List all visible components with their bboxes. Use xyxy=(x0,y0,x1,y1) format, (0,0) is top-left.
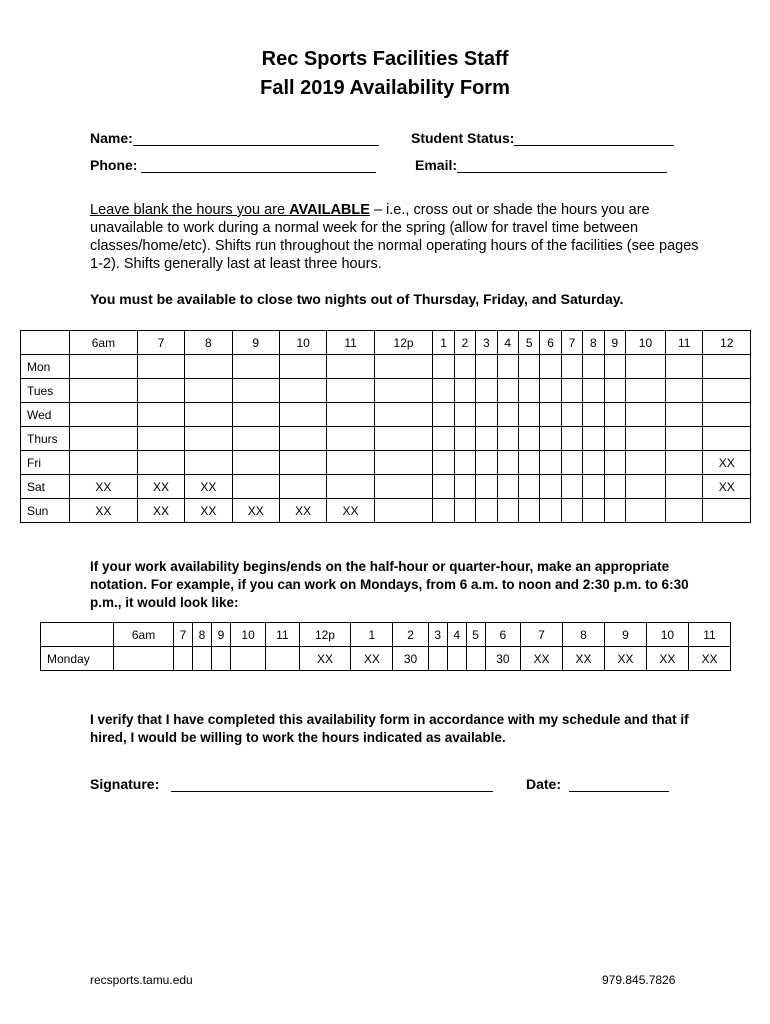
availability-cell[interactable] xyxy=(476,475,497,499)
phone-field[interactable] xyxy=(90,157,376,173)
availability-cell[interactable] xyxy=(665,451,703,475)
hour-header-cell: 10 xyxy=(279,331,326,355)
availability-cell[interactable] xyxy=(374,355,433,379)
availability-cell[interactable] xyxy=(625,403,665,427)
availability-cell[interactable] xyxy=(703,427,751,451)
availability-cell[interactable] xyxy=(497,355,518,379)
availability-cell[interactable]: XX xyxy=(703,475,751,499)
availability-cell[interactable] xyxy=(540,499,561,523)
availability-cell[interactable] xyxy=(185,451,232,475)
signature-line xyxy=(171,777,493,792)
hour-header-cell: 12 xyxy=(703,331,751,355)
availability-cell[interactable] xyxy=(454,451,475,475)
availability-cell[interactable] xyxy=(540,475,561,499)
availability-cell[interactable]: XX xyxy=(279,499,326,523)
name-line xyxy=(133,131,379,146)
date-label: Date: xyxy=(526,776,562,792)
availability-cell[interactable] xyxy=(604,451,625,475)
availability-cell[interactable] xyxy=(540,403,561,427)
availability-cell[interactable] xyxy=(561,499,582,523)
availability-cell[interactable] xyxy=(454,379,475,403)
table-row xyxy=(21,403,751,427)
availability-cell[interactable]: XX xyxy=(232,499,279,523)
example-hour-cell: 7 xyxy=(174,623,193,647)
example-cell xyxy=(114,647,174,671)
availability-cell[interactable] xyxy=(232,427,279,451)
example-hour-cell: 6 xyxy=(485,623,520,647)
availability-cell[interactable] xyxy=(604,427,625,451)
availability-cell[interactable] xyxy=(518,451,539,475)
availability-cell[interactable] xyxy=(70,403,138,427)
availability-cell[interactable] xyxy=(374,475,433,499)
availability-cell[interactable] xyxy=(625,451,665,475)
availability-cell[interactable] xyxy=(137,355,184,379)
availability-cell[interactable] xyxy=(583,475,604,499)
example-cell: XX xyxy=(646,647,688,671)
hour-header-cell: 11 xyxy=(327,331,374,355)
availability-cell[interactable] xyxy=(454,475,475,499)
availability-cell[interactable] xyxy=(232,355,279,379)
hour-header-cell: 4 xyxy=(497,331,518,355)
availability-cell[interactable] xyxy=(476,379,497,403)
availability-cell[interactable] xyxy=(518,475,539,499)
form-subtitle: Fall 2019 Availability Form xyxy=(260,77,510,99)
availability-cell[interactable] xyxy=(476,427,497,451)
availability-cell[interactable] xyxy=(561,403,582,427)
example-hour-cell: 4 xyxy=(447,623,466,647)
availability-cell[interactable] xyxy=(604,475,625,499)
availability-cell[interactable] xyxy=(476,355,497,379)
table-row xyxy=(21,475,751,499)
example-cell xyxy=(447,647,466,671)
availability-cell[interactable] xyxy=(70,379,138,403)
form-title: Rec Sports Facilities Staff xyxy=(261,48,509,70)
availability-cell[interactable]: XX xyxy=(137,499,184,523)
availability-cell[interactable] xyxy=(583,427,604,451)
day-label-cell: Sun xyxy=(21,499,70,523)
closing-requirement: You must be available to close two nights out of Thursday, Friday, and Saturday. xyxy=(90,291,624,307)
hour-header-cell: 7 xyxy=(561,331,582,355)
email-field[interactable] xyxy=(415,157,667,173)
half-hour-note: If your work availability begins/ends on the half-hour or quarter-hour, make an appropriate notation. For example, if you can work on Mondays, from 6 a.m. to noon and 2:30 p.m. to 6:30 p.m., it would look like: xyxy=(90,559,689,610)
example-cell xyxy=(428,647,447,671)
example-day-cell: Monday xyxy=(41,647,114,671)
hour-header-cell: 9 xyxy=(604,331,625,355)
signature-label: Signature: xyxy=(90,776,160,792)
day-label-cell: Mon xyxy=(21,355,70,379)
availability-cell[interactable] xyxy=(374,499,433,523)
availability-cell[interactable] xyxy=(454,355,475,379)
example-hour-cell: 2 xyxy=(393,623,428,647)
availability-cell[interactable]: XX xyxy=(70,475,138,499)
availability-cell[interactable] xyxy=(476,451,497,475)
availability-cell[interactable] xyxy=(374,427,433,451)
hour-header-cell: 12p xyxy=(374,331,433,355)
example-cell xyxy=(211,647,230,671)
availability-cell[interactable] xyxy=(327,403,374,427)
hour-header-cell: 9 xyxy=(232,331,279,355)
availability-cell[interactable]: XX xyxy=(137,475,184,499)
availability-cell[interactable] xyxy=(604,355,625,379)
availability-cell[interactable] xyxy=(433,427,454,451)
example-row xyxy=(41,647,731,671)
example-cell: XX xyxy=(299,647,351,671)
example-hour-cell: 6am xyxy=(114,623,174,647)
day-label-cell: Tues xyxy=(21,379,70,403)
availability-cell[interactable] xyxy=(454,499,475,523)
availability-cell[interactable] xyxy=(454,427,475,451)
example-hour-cell: 11 xyxy=(266,623,299,647)
signature-field[interactable] xyxy=(90,776,493,792)
availability-cell[interactable] xyxy=(561,451,582,475)
example-hour-cell: 7 xyxy=(521,623,563,647)
availability-cell[interactable] xyxy=(327,379,374,403)
availability-cell[interactable] xyxy=(518,355,539,379)
hour-header-cell: 6am xyxy=(70,331,138,355)
availability-cell[interactable] xyxy=(583,355,604,379)
availability-cell[interactable] xyxy=(185,355,232,379)
availability-cell[interactable] xyxy=(583,499,604,523)
example-cell: XX xyxy=(604,647,646,671)
name-field[interactable] xyxy=(90,130,379,146)
availability-cell[interactable]: XX xyxy=(327,499,374,523)
availability-cell[interactable] xyxy=(497,499,518,523)
availability-cell[interactable] xyxy=(604,499,625,523)
example-hour-cell: 12p xyxy=(299,623,351,647)
availability-cell[interactable] xyxy=(665,379,703,403)
availability-cell[interactable]: XX xyxy=(703,451,751,475)
availability-cell[interactable] xyxy=(625,499,665,523)
availability-cell[interactable] xyxy=(433,499,454,523)
availability-cell[interactable]: XX xyxy=(70,499,138,523)
availability-cell[interactable] xyxy=(604,379,625,403)
table-row xyxy=(21,451,751,475)
availability-cell[interactable] xyxy=(232,379,279,403)
day-label-cell: Fri xyxy=(21,451,70,475)
availability-cell[interactable] xyxy=(137,403,184,427)
availability-cell[interactable] xyxy=(604,403,625,427)
example-corner-cell xyxy=(41,623,114,647)
availability-cell[interactable] xyxy=(703,355,751,379)
availability-cell[interactable] xyxy=(232,475,279,499)
instructions-paragraph xyxy=(90,201,700,273)
availability-table xyxy=(20,330,751,523)
phone-label: Phone: xyxy=(90,157,138,173)
availability-cell[interactable] xyxy=(625,379,665,403)
instructions-underlined xyxy=(90,202,370,218)
availability-cell[interactable] xyxy=(279,451,326,475)
example-hour-cell: 11 xyxy=(688,623,730,647)
availability-cell[interactable] xyxy=(232,451,279,475)
example-table xyxy=(40,622,731,671)
instructions-prefix: Leave blank the hours you are xyxy=(90,202,290,218)
date-line xyxy=(569,777,669,792)
availability-cell[interactable] xyxy=(433,403,454,427)
example-cell: XX xyxy=(521,647,563,671)
hour-header-cell: 8 xyxy=(185,331,232,355)
availability-cell[interactable] xyxy=(561,379,582,403)
name-label: Name: xyxy=(90,130,133,146)
availability-cell[interactable] xyxy=(703,403,751,427)
email-label: Email: xyxy=(415,157,458,173)
availability-cell[interactable] xyxy=(137,379,184,403)
availability-cell[interactable] xyxy=(70,355,138,379)
availability-cell[interactable] xyxy=(497,427,518,451)
availability-cell[interactable] xyxy=(70,451,138,475)
availability-cell[interactable] xyxy=(583,379,604,403)
table-row xyxy=(21,379,751,403)
example-cell: XX xyxy=(351,647,393,671)
availability-cell[interactable] xyxy=(279,475,326,499)
availability-cell[interactable] xyxy=(327,475,374,499)
availability-cell[interactable] xyxy=(561,355,582,379)
day-label-cell: Wed xyxy=(21,403,70,427)
footer-website: recsports.tamu.edu xyxy=(90,973,193,987)
example-hour-cell: 9 xyxy=(604,623,646,647)
hour-header-cell: 3 xyxy=(476,331,497,355)
hour-header-cell: 7 xyxy=(137,331,184,355)
availability-cell[interactable] xyxy=(703,499,751,523)
availability-cell[interactable] xyxy=(540,427,561,451)
availability-cell[interactable] xyxy=(185,427,232,451)
example-hour-cell: 1 xyxy=(351,623,393,647)
availability-cell[interactable]: XX xyxy=(185,499,232,523)
availability-cell[interactable] xyxy=(497,379,518,403)
availability-cell[interactable] xyxy=(561,475,582,499)
availability-cell[interactable] xyxy=(476,499,497,523)
footer-phone: 979.845.7826 xyxy=(602,973,676,987)
example-hour-cell: 8 xyxy=(192,623,211,647)
example-cell xyxy=(230,647,265,671)
availability-cell[interactable] xyxy=(137,427,184,451)
example-header-row xyxy=(41,623,731,647)
availability-cell[interactable] xyxy=(374,379,433,403)
availability-cell[interactable] xyxy=(665,403,703,427)
day-label-cell: Sat xyxy=(21,475,70,499)
availability-cell[interactable] xyxy=(583,451,604,475)
availability-cell[interactable] xyxy=(625,355,665,379)
availability-cell[interactable] xyxy=(279,355,326,379)
availability-cell[interactable] xyxy=(70,427,138,451)
date-field[interactable] xyxy=(526,776,669,792)
availability-cell[interactable] xyxy=(561,427,582,451)
hour-header-cell: 6 xyxy=(540,331,561,355)
availability-cell[interactable] xyxy=(433,355,454,379)
availability-cell[interactable] xyxy=(433,475,454,499)
availability-cell[interactable] xyxy=(518,379,539,403)
verification-statement: I verify that I have completed this availability form in accordance with my schedule and that if hired, I would be willing to work the hours indicated as available. xyxy=(90,712,689,745)
example-hour-cell: 10 xyxy=(230,623,265,647)
example-cell: XX xyxy=(563,647,605,671)
hour-header-cell: 5 xyxy=(518,331,539,355)
availability-cell[interactable] xyxy=(279,379,326,403)
phone-line xyxy=(141,158,376,173)
availability-cell[interactable] xyxy=(665,355,703,379)
availability-cell[interactable] xyxy=(327,355,374,379)
availability-cell[interactable] xyxy=(665,427,703,451)
header-corner-cell xyxy=(21,331,70,355)
hour-header-cell: 10 xyxy=(625,331,665,355)
availability-cell[interactable] xyxy=(137,451,184,475)
student-status-label: Student Status: xyxy=(411,130,515,146)
availability-cell[interactable]: XX xyxy=(185,475,232,499)
availability-cell[interactable] xyxy=(703,379,751,403)
example-cell xyxy=(466,647,485,671)
table-header-row xyxy=(21,331,751,355)
availability-cell[interactable] xyxy=(665,499,703,523)
availability-cell[interactable] xyxy=(540,355,561,379)
availability-cell[interactable] xyxy=(518,403,539,427)
student-status-field[interactable] xyxy=(411,130,674,146)
example-cell xyxy=(192,647,211,671)
hour-header-cell: 11 xyxy=(665,331,703,355)
availability-cell[interactable] xyxy=(374,403,433,427)
email-line xyxy=(457,158,667,173)
availability-cell[interactable] xyxy=(518,427,539,451)
instructions-rest: – i.e., cross out or shade the hours you are unavailable to work during a normal week for the spring (allow for travel time between classes/home/etc). Shifts run throughout the normal operating hours of the facilities (see pages 1-2). Shifts generally last at least three hours. xyxy=(90,202,699,272)
availability-cell[interactable] xyxy=(374,451,433,475)
table-row xyxy=(21,499,751,523)
example-hour-cell: 5 xyxy=(466,623,485,647)
availability-cell[interactable] xyxy=(454,403,475,427)
example-cell xyxy=(174,647,193,671)
availability-cell[interactable] xyxy=(540,379,561,403)
instructions-available: AVAILABLE xyxy=(289,202,370,218)
availability-cell[interactable] xyxy=(665,475,703,499)
example-hour-cell: 10 xyxy=(646,623,688,647)
availability-cell[interactable] xyxy=(497,403,518,427)
table-row xyxy=(21,355,751,379)
table-row xyxy=(21,427,751,451)
availability-cell[interactable] xyxy=(433,451,454,475)
availability-cell[interactable] xyxy=(232,403,279,427)
availability-cell[interactable] xyxy=(185,379,232,403)
availability-cell[interactable] xyxy=(583,403,604,427)
availability-cell[interactable] xyxy=(433,379,454,403)
availability-cell[interactable] xyxy=(497,475,518,499)
hour-header-cell: 8 xyxy=(583,331,604,355)
availability-cell[interactable] xyxy=(540,451,561,475)
example-cell: 30 xyxy=(485,647,520,671)
availability-cell[interactable] xyxy=(497,451,518,475)
availability-cell[interactable] xyxy=(518,499,539,523)
example-hour-cell: 9 xyxy=(211,623,230,647)
availability-cell[interactable] xyxy=(279,427,326,451)
availability-cell[interactable] xyxy=(327,427,374,451)
hour-header-cell: 1 xyxy=(433,331,454,355)
example-hour-cell: 8 xyxy=(563,623,605,647)
example-cell xyxy=(266,647,299,671)
availability-cell[interactable] xyxy=(625,427,665,451)
availability-cell[interactable] xyxy=(185,403,232,427)
example-hour-cell: 3 xyxy=(428,623,447,647)
day-label-cell: Thurs xyxy=(21,427,70,451)
example-cell: XX xyxy=(688,647,730,671)
hour-header-cell: 2 xyxy=(454,331,475,355)
availability-cell[interactable] xyxy=(279,403,326,427)
student-status-line xyxy=(514,131,674,146)
availability-cell[interactable] xyxy=(327,451,374,475)
availability-cell[interactable] xyxy=(625,475,665,499)
example-cell: 30 xyxy=(393,647,428,671)
availability-cell[interactable] xyxy=(476,403,497,427)
